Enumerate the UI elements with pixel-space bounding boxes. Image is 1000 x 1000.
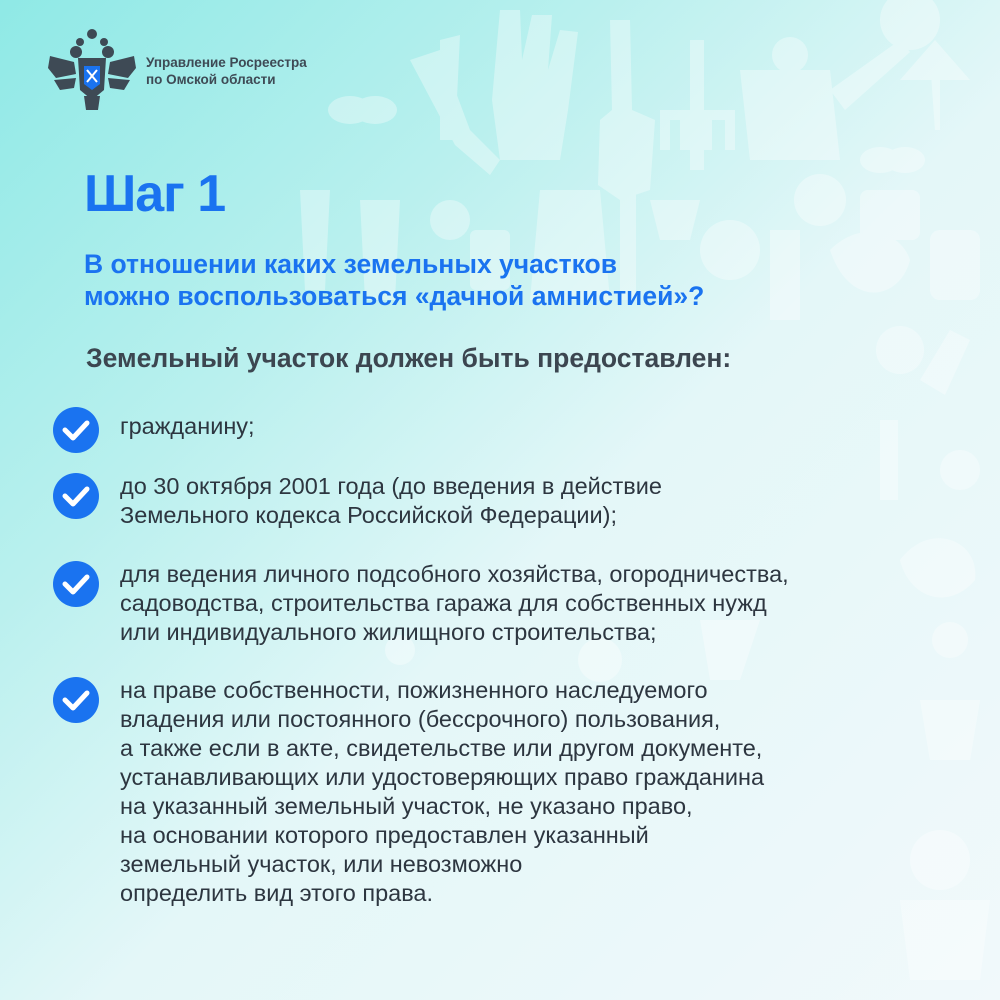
list-item-line: определить вид этого права. (120, 880, 434, 906)
list-item (52, 560, 789, 647)
list-item-text (120, 406, 255, 441)
list-item-text (120, 472, 662, 530)
header (46, 28, 307, 114)
check-circle-icon (52, 560, 100, 608)
list-item-line: до 30 октября 2001 года (до введения в действие (120, 473, 662, 499)
question-heading (84, 248, 704, 312)
list-item-line: на основании которого предоставлен указанный (120, 822, 649, 848)
list-item-line: устанавливающих или удостоверяющих право гражданина (120, 764, 765, 790)
question-line1: В отношении каких земельных участков (84, 249, 618, 279)
list-item-line: или индивидуального жилищного строительства; (120, 619, 657, 645)
list-item-line: Земельного кодекса Российской Федерации); (120, 502, 618, 528)
check-circle-icon (52, 472, 100, 520)
org-name-line1: Управление Росреестра (146, 55, 307, 70)
list-item-line: земельный участок, или невозможно (120, 851, 523, 877)
list-item-line: на указанный земельный участок, не указано право, (120, 793, 693, 819)
condition-heading: Земельный участок должен быть предоставлен: (86, 343, 732, 373)
list-item-line: садоводства, строительства гаража для собственных нужд (120, 590, 767, 616)
check-circle-icon (52, 676, 100, 724)
list-item-line: гражданину; (120, 413, 255, 439)
list-item-line: владения или постоянного (бессрочного) пользования, (120, 706, 721, 732)
list-item-line: на праве собственности, пожизненного наследуемого (120, 677, 708, 703)
list-item (52, 472, 662, 530)
list-item-text (120, 676, 764, 908)
check-circle-icon (52, 406, 100, 454)
double-headed-eagle-emblem-icon (46, 28, 138, 114)
question-line2: можно воспользоваться «дачной амнистией»? (84, 281, 705, 311)
org-name (146, 54, 307, 88)
org-name-line2: по Омской области (146, 72, 276, 87)
list-item-line: а также если в акте, свидетельстве или другом документе, (120, 735, 763, 761)
list-item-line: для ведения личного подсобного хозяйства, огородничества, (120, 561, 789, 587)
step-title: Шаг 1 (84, 165, 226, 223)
list-item (52, 676, 764, 908)
list-item (52, 406, 255, 454)
list-item-text (120, 560, 789, 647)
